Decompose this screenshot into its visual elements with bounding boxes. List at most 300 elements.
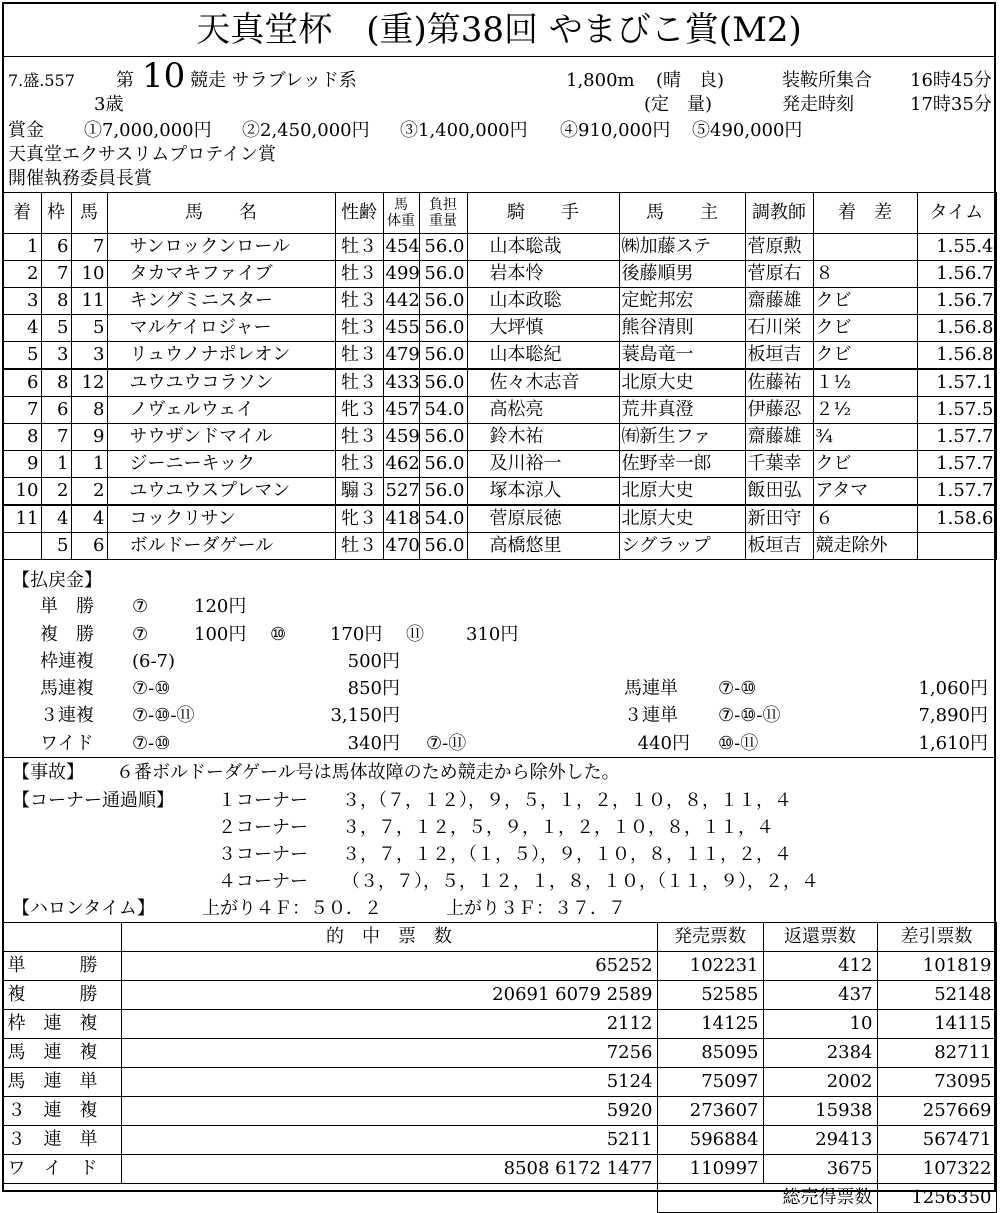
result-place: 11 [3,505,41,533]
result-sex-age: 牡３ [335,424,383,451]
result-horse-name: ジーニーキック [107,451,335,478]
header-load-l1: 負担 [429,197,457,213]
wakuren-amount: 500円 [347,651,400,672]
sanrentan-label: ３連単 [624,705,678,726]
result-jockey: 及川裕一 [467,451,619,478]
result-jockey: 山本聡紀 [467,342,619,370]
votes-row [3,1039,996,1068]
result-frame: 4 [41,505,71,533]
corner-4-name: ４コーナー [218,871,308,892]
prize-5: ⑤490,000円 [692,120,803,141]
result-place: 6 [3,369,41,397]
corner-1-name: １コーナー [218,790,308,811]
result-frame: 5 [41,533,71,560]
results-table [3,192,997,560]
wide-label: ワイド [40,733,94,754]
prize-1: ①7,000,000円 [84,120,212,141]
votes-row [3,1068,996,1097]
result-row [3,234,996,261]
fukusho-combo-1: ⑦ [132,624,149,645]
result-jockey: 高松亮 [467,397,619,424]
header-frame: 枠 [41,193,71,234]
result-frame: 7 [41,261,71,288]
umaren-label: 馬連複 [40,678,94,699]
votes-hits: 7256 [121,1039,657,1068]
result-body-weight: 433 [383,369,419,397]
result-place: 2 [3,261,41,288]
result-horse-no: 9 [71,424,107,451]
votes-header-refund: 返還票数 [763,923,877,952]
result-time: 1.56.8 [917,342,996,370]
votes-hits: 65252 [121,952,657,981]
result-time: 1.57.7 [917,478,996,506]
result-load: 56.0 [419,342,467,370]
votes-total-value: 1256350 [877,1184,996,1213]
race-type: 競走 サラブレッド系 [190,70,357,91]
result-sex-age: 牡３ [335,261,383,288]
votes-total-blank-2 [121,1184,657,1213]
result-trainer: 千葉幸 [745,451,813,478]
result-frame: 7 [41,424,71,451]
result-sex-age: 牡３ [335,288,383,315]
result-load: 56.0 [419,261,467,288]
votes-refund: 15938 [763,1097,877,1126]
fukusho-amount-3: 310円 [466,624,519,645]
payout-divider [4,757,994,758]
fukusho-label: 複 勝 [40,624,94,645]
result-horse-name: リュウノナポレオン [107,342,335,370]
result-time: 1.57.7 [917,424,996,451]
furlong-last3: 上がり３Ｆ：３７．７ [446,898,626,919]
race-code: 7.盛.557 [8,71,75,90]
result-place [3,533,41,560]
result-time: 1.57.7 [917,451,996,478]
result-body-weight: 459 [383,424,419,451]
votes-hits: 8508 6172 1477 [121,1155,657,1184]
result-horse-name: マルケイロジャー [107,315,335,342]
votes-table [3,922,997,1213]
result-sex-age: 騸３ [335,478,383,506]
result-load: 56.0 [419,478,467,506]
result-time: 1.58.6 [917,505,996,533]
wakuren-combo: (6-7) [132,651,176,672]
result-body-weight: 457 [383,397,419,424]
payout-heading: 【払戻金】 [12,570,102,591]
result-margin: ６ [813,505,917,533]
fukusho-combo-2: ⑩ [270,624,287,645]
result-body-weight: 470 [383,533,419,560]
votes-refund: 437 [763,981,877,1010]
result-jockey: 高橋悠里 [467,533,619,560]
result-frame: 5 [41,315,71,342]
votes-header-blank [3,923,121,952]
prize-label: 賞金 [8,120,44,141]
corners-label: 【コーナー通過順】 [12,790,174,811]
votes-header-net: 差引票数 [877,923,996,952]
corner-2-name: ２コーナー [218,817,308,838]
result-row [3,397,996,424]
votes-sold: 85095 [657,1039,763,1068]
votes-net: 14115 [877,1010,996,1039]
result-horse-name: コックリサン [107,505,335,533]
result-owner: シグラップ [619,533,745,560]
votes-net: 257669 [877,1097,996,1126]
header-time: タイム [917,193,996,234]
result-horse-name: ユウユウスプレマン [107,478,335,506]
result-frame: 3 [41,342,71,370]
result-horse-name: ユウユウコラソン [107,369,335,397]
result-sex-age: 牡３ [335,369,383,397]
result-horse-name: サンロックンロール [107,234,335,261]
assemble-label: 装鞍所集合 [782,70,872,91]
result-time: 1.56.7 [917,261,996,288]
result-load: 56.0 [419,533,467,560]
header-body-weight-l1: 馬 [394,197,408,213]
result-horse-no: 5 [71,315,107,342]
votes-row [3,1155,996,1184]
result-load: 56.0 [419,451,467,478]
result-horse-no: 8 [71,397,107,424]
result-horse-no: 4 [71,505,107,533]
header-body-weight [383,193,419,234]
fukusho-combo-3: ⑪ [406,624,424,645]
result-time [917,533,996,560]
result-place: 4 [3,315,41,342]
wide-combo-3: ⑩-⑪ [718,733,759,754]
result-frame: 8 [41,369,71,397]
header-horse-name: 馬 名 [107,193,335,234]
votes-bet-type: 単 勝 [3,952,121,981]
prize-3: ③1,400,000円 [400,120,528,141]
votes-net: 101819 [877,952,996,981]
votes-sold: 102231 [657,952,763,981]
result-body-weight: 442 [383,288,419,315]
result-row [3,533,996,560]
header-jockey: 騎 手 [467,193,619,234]
race-dai: 第 [116,70,134,91]
fukusho-amount-1: 100円 [194,624,247,645]
result-body-weight: 418 [383,505,419,533]
result-load: 56.0 [419,369,467,397]
result-jockey: 鈴木祐 [467,424,619,451]
weight-rule: (定 量) [644,94,713,115]
votes-header-sold: 発売票数 [657,923,763,952]
tansho-combo: ⑦ [132,596,149,617]
result-row [3,342,996,370]
result-horse-name: タカマキファイブ [107,261,335,288]
umaren-combo: ⑦-⑩ [132,678,171,699]
result-frame: 6 [41,234,71,261]
header-owner: 馬 主 [619,193,745,234]
sanrenpuku-label: ３連複 [40,705,94,726]
race-age: 3歳 [94,94,124,115]
result-row [3,315,996,342]
result-time: 1.57.1 [917,369,996,397]
furlong-label: 【ハロンタイム】 [12,898,155,919]
result-body-weight: 454 [383,234,419,261]
result-sex-age: 牝３ [335,397,383,424]
umatan-combo: ⑦-⑩ [718,678,757,699]
result-row [3,505,996,533]
result-time: 1.57.5 [917,397,996,424]
votes-sold: 596884 [657,1126,763,1155]
result-place: 7 [3,397,41,424]
extra-award: 開催執務委員長賞 [8,168,152,189]
corner-1-order: ３，（７，１２），９，５，１，２，１０，８，１１，４ [342,790,792,811]
result-jockey: 塚本涼人 [467,478,619,506]
votes-refund: 29413 [763,1126,877,1155]
result-margin [813,234,917,261]
header-sex-age: 性齢 [335,193,383,234]
votes-refund: 2002 [763,1068,877,1097]
result-horse-no: 10 [71,261,107,288]
votes-net: 107322 [877,1155,996,1184]
umatan-label: 馬連単 [624,678,678,699]
result-sex-age: 牡３ [335,234,383,261]
result-owner: ㈲新生ファ [619,424,745,451]
header-margin: 着 差 [813,193,917,234]
header-load-l2: 重量 [429,213,457,229]
result-body-weight: 462 [383,451,419,478]
header-place: 着 [3,193,41,234]
result-margin: ２½ [813,397,917,424]
result-frame: 1 [41,451,71,478]
votes-refund: 2384 [763,1039,877,1068]
result-horse-name: キングミニスター [107,288,335,315]
votes-sold: 110997 [657,1155,763,1184]
result-horse-no: 11 [71,288,107,315]
tansho-label: 単 勝 [40,596,94,617]
result-margin: 競走除外 [813,533,917,560]
votes-net: 52148 [877,981,996,1010]
result-horse-no: 2 [71,478,107,506]
sanrenpuku-amount: 3,150円 [330,705,400,726]
header-load [419,193,467,234]
results-header-row [3,193,996,234]
votes-hits: 5124 [121,1068,657,1097]
votes-hits: 5211 [121,1126,657,1155]
result-place: 5 [3,342,41,370]
result-load: 56.0 [419,424,467,451]
result-owner: 後藤順男 [619,261,745,288]
result-trainer: 佐藤祐 [745,369,813,397]
sponsor-award: 天真堂エクサスリムプロテイン賞 [8,144,277,165]
votes-total-label: 総売得票数 [657,1184,877,1213]
result-margin: クビ [813,288,917,315]
result-load: 56.0 [419,288,467,315]
result-place: 1 [3,234,41,261]
votes-refund: 412 [763,952,877,981]
votes-row [3,1010,996,1039]
result-frame: 6 [41,397,71,424]
result-place: 8 [3,424,41,451]
race-distance: 1,800m [566,70,635,91]
result-row [3,424,996,451]
result-owner: ㈱加藤ステ [619,234,745,261]
result-frame: 2 [41,478,71,506]
result-horse-no: 3 [71,342,107,370]
votes-bet-type: 馬 連 複 [3,1039,121,1068]
result-trainer: 齋藤雄 [745,424,813,451]
result-body-weight: 479 [383,342,419,370]
race-result-sheet [2,2,996,1208]
result-owner: 荒井真澄 [619,397,745,424]
result-horse-name: ノヴェルウェイ [107,397,335,424]
result-margin: クビ [813,315,917,342]
result-trainer: 菅原右 [745,261,813,288]
result-trainer: 板垣吉 [745,533,813,560]
result-margin: クビ [813,451,917,478]
votes-sold: 52585 [657,981,763,1010]
result-horse-no: 7 [71,234,107,261]
wide-combo-2: ⑦-⑪ [426,733,467,754]
result-trainer: 石川栄 [745,315,813,342]
race-weather: (晴 良) [656,70,725,91]
result-owner: 北原大史 [619,369,745,397]
result-sex-age: 牝３ [335,505,383,533]
result-margin: クビ [813,342,917,370]
result-jockey: 菅原辰徳 [467,505,619,533]
result-jockey: 佐々木志音 [467,369,619,397]
votes-refund: 10 [763,1010,877,1039]
umaren-amount: 850円 [347,678,400,699]
votes-row [3,952,996,981]
votes-sold: 14125 [657,1010,763,1039]
sanrenpuku-combo: ⑦-⑩-⑪ [132,705,195,726]
result-body-weight: 499 [383,261,419,288]
accident-text: ６番ボルドーダゲール号は馬体故障のため競走から除外した。 [116,762,620,783]
result-body-weight: 527 [383,478,419,506]
result-sex-age: 牡３ [335,451,383,478]
wide-amount-3: 1,610円 [918,733,988,754]
result-sex-age: 牡３ [335,342,383,370]
result-load: 54.0 [419,397,467,424]
assemble-time: 16時45分 [910,70,992,91]
votes-header-hits: 的 中 票 数 [121,923,657,952]
wakuren-label: 枠連複 [40,651,94,672]
result-trainer: 伊藤忍 [745,397,813,424]
race-number: 10 [142,56,186,96]
votes-row [3,1097,996,1126]
votes-bet-type: 複 勝 [3,981,121,1010]
result-place: 3 [3,288,41,315]
result-owner: 佐野幸一郎 [619,451,745,478]
result-trainer: 菅原勲 [745,234,813,261]
result-trainer: 板垣吉 [745,342,813,370]
result-jockey: 大坪慎 [467,315,619,342]
result-horse-name: ボルドーダゲール [107,533,335,560]
prize-2: ②2,450,000円 [242,120,370,141]
start-label: 発走時刻 [782,94,854,115]
votes-hits: 2112 [121,1010,657,1039]
result-frame: 8 [41,288,71,315]
corner-3-order: ３，７，１２，（１，５），９，１０，８，１１，２，４ [342,844,792,865]
result-owner: 北原大史 [619,478,745,506]
result-row [3,478,996,506]
votes-sold: 273607 [657,1097,763,1126]
result-body-weight: 455 [383,315,419,342]
votes-bet-type: ３ 連 単 [3,1126,121,1155]
result-horse-name: サウザンドマイル [107,424,335,451]
furlong-last4: 上がり４Ｆ：５０．２ [202,898,382,919]
result-time: 1.56.7 [917,288,996,315]
wide-amount-2: 440円 [637,733,690,754]
votes-net: 567471 [877,1126,996,1155]
race-title: 天真堂杯 (重)第38回 やまびこ賞(M2) [196,10,802,50]
votes-row [3,1126,996,1155]
votes-net: 73095 [877,1068,996,1097]
votes-total-blank [3,1184,121,1213]
votes-refund: 3675 [763,1155,877,1184]
result-margin: アタマ [813,478,917,506]
sanrentan-amount: 7,890円 [918,705,988,726]
sanrentan-combo: ⑦-⑩-⑪ [718,705,781,726]
result-owner: 北原大史 [619,505,745,533]
result-load: 54.0 [419,505,467,533]
result-trainer: 新田守 [745,505,813,533]
wide-amount-1: 340円 [347,733,400,754]
start-time: 17時35分 [910,94,992,115]
votes-sold: 75097 [657,1068,763,1097]
result-horse-no: 1 [71,451,107,478]
header-horse-no: 馬 [71,193,107,234]
corner-3-name: ３コーナー [218,844,308,865]
result-sex-age: 牡３ [335,533,383,560]
header-body-weight-l2: 体重 [387,213,415,229]
result-margin: ¾ [813,424,917,451]
result-time: 1.56.8 [917,315,996,342]
accident-label: 【事故】 [12,762,84,783]
result-row [3,451,996,478]
result-load: 56.0 [419,234,467,261]
votes-bet-type: ３ 連 複 [3,1097,121,1126]
result-row [3,369,996,397]
result-jockey: 岩本怜 [467,261,619,288]
result-owner: 蓑島竜一 [619,342,745,370]
result-owner: 定蛇邦宏 [619,288,745,315]
header-trainer: 調教師 [745,193,813,234]
result-horse-no: 6 [71,533,107,560]
votes-bet-type: 馬 連 単 [3,1068,121,1097]
result-owner: 熊谷清則 [619,315,745,342]
corner-2-order: ３，７，１２，５，９，１，２，１０，８，１１，４ [342,817,774,838]
result-place: 10 [3,478,41,506]
result-sex-age: 牡３ [335,315,383,342]
prize-4: ④910,000円 [560,120,671,141]
result-trainer: 飯田弘 [745,478,813,506]
result-row [3,261,996,288]
result-time: 1.55.4 [917,234,996,261]
result-trainer: 齋藤雄 [745,288,813,315]
result-row [3,288,996,315]
fukusho-amount-2: 170円 [330,624,383,645]
votes-bet-type: ワ イ ド [3,1155,121,1184]
votes-total-row [3,1184,996,1213]
result-load: 56.0 [419,315,467,342]
corner-4-order: （３，７），５，１２，１，８，１０，（１１，９），２，４ [342,871,819,892]
tansho-amount: 120円 [194,596,247,617]
result-margin: ８ [813,261,917,288]
votes-header-row [3,923,996,952]
votes-hits: 5920 [121,1097,657,1126]
result-jockey: 山本政聡 [467,288,619,315]
result-horse-no: 12 [71,369,107,397]
votes-net: 82711 [877,1039,996,1068]
result-place: 9 [3,451,41,478]
votes-row [3,981,996,1010]
result-jockey: 山本聡哉 [467,234,619,261]
result-margin: １½ [813,369,917,397]
